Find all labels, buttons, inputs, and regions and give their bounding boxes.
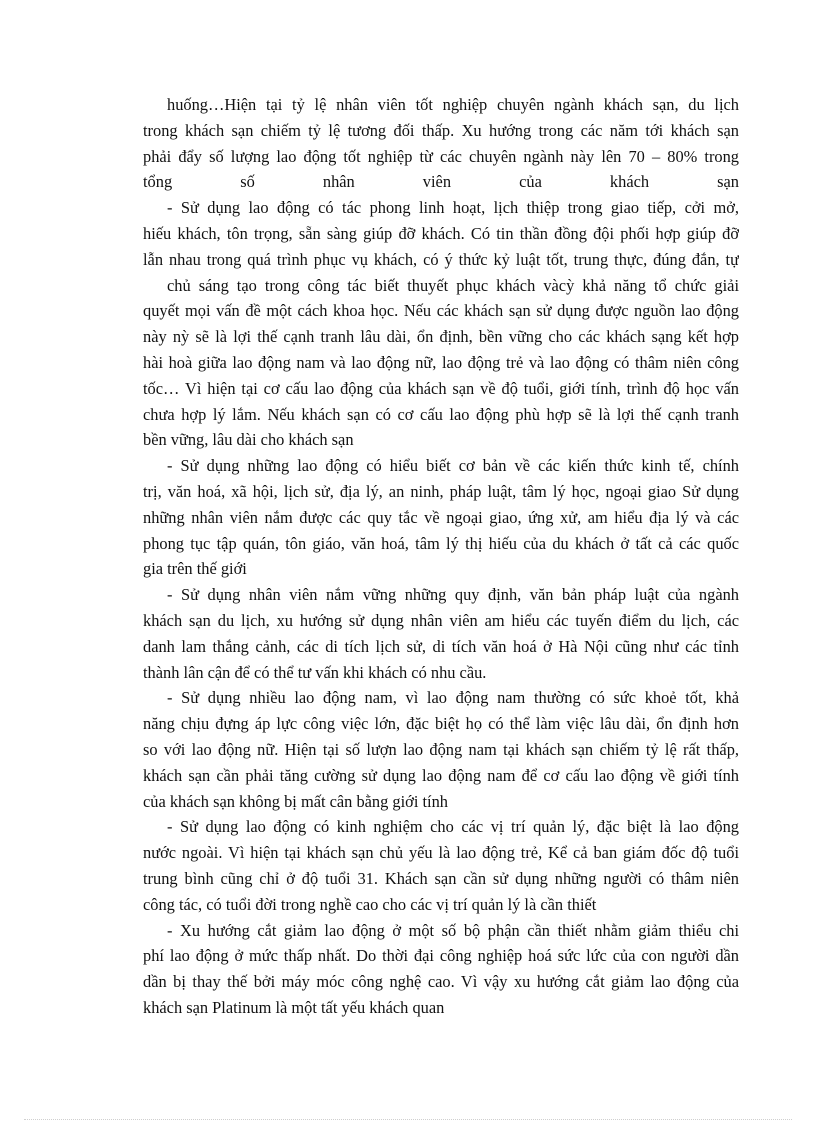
text-line: so với lao động nữ. Hiện tại số lượn lao động nam tại khách sạn chiếm tỷ lệ rất thấp,: [143, 739, 739, 759]
text-line: trung bình cũng chỉ ở độ tuổi 31. Khách sạn cần sử dụng những người có thâm niên: [143, 868, 739, 888]
text-line: của khách sạn không bị mất cân bằng giới tính: [143, 791, 448, 811]
text-line: lẫn nhau trong quá trình phục vụ khách, có ý thức kỷ luật tốt, trung thực, đúng đắn, tự: [143, 249, 739, 269]
text-line: quyết mọi vấn đề một cách khoa học. Nếu các khách sạn sử dụng được nguồn lao động: [143, 301, 739, 321]
text-line: phong tục tập quán, tôn giáo, văn hoá, tâm lý thị hiếu của du khách ở tất cả các quốc: [143, 533, 739, 553]
text-line: - Sử dụng lao động có tác phong linh hoạt, lịch thiệp trong giao tiếp, cởi mở,: [167, 198, 739, 218]
text-line: trị, văn hoá, xã hội, lịch sử, địa lý, an ninh, pháp luật, tâm lý học, ngoại giao Sử dụng: [143, 481, 739, 501]
page-bottom-divider: [24, 1119, 792, 1120]
text-line: hiếu khách, tôn trọng, sẵn sàng giúp đỡ khách. Có tin thần đồng đội phối hợp giúp đỡ: [143, 223, 739, 243]
text-line: - Sử dụng những lao động có hiểu biết cơ bản về các kiến thức kinh tế, chính: [167, 456, 739, 476]
text-line: tốc… Vì hiện tại cơ cấu lao động của khách sạn về độ tuổi, giới tính, trình độ học vấn: [143, 378, 739, 398]
text-line: phí lao động ở mức thấp nhất. Do thời đại công nghiệp hoá sức lức của con người dần: [143, 946, 739, 966]
text-line: - Sử dụng nhiều lao động nam, vì lao động nam thường có sức khoẻ tốt, khả: [167, 688, 739, 708]
text-line: tổng số nhân viên của khách sạn: [143, 172, 739, 192]
text-line: hài hoà giữa lao động nam và lao động nữ, lao động trẻ và lao động có thâm niên công: [143, 352, 739, 372]
text-line: thành lân cận để có thể tư vấn khi khách có nhu cầu.: [143, 662, 487, 682]
text-line: - Sử dụng lao động có kinh nghiệm cho các vị trí quản lý, đặc biệt là lao động: [167, 817, 739, 837]
text-line: chủ sáng tạo trong công tác biết thuyết phục khách vàcỳ khả năng tổ chức giải: [167, 275, 739, 295]
body-text: [143, 92, 739, 1021]
text-line: - Sử dụng nhân viên nắm vững những quy định, văn bản pháp luật của ngành: [167, 585, 739, 605]
text-line: huống…Hiện tại tỷ lệ nhân viên tốt nghiệp chuyên ngành khách sạn, du lịch: [167, 95, 739, 114]
text-line: - Xu hướng cắt giảm lao động ở một số bộ phận cần thiết nhằm giảm thiểu chi: [167, 920, 739, 940]
text-line: trong khách sạn chiếm tỷ lệ tương đối thấp. Xu hướng trong các năm tới khách sạn: [143, 120, 739, 140]
text-line: khách sạn du lịch, xu hướng sử dụng nhân viên am hiểu các tuyến điểm du lịch, các: [143, 610, 739, 630]
text-line: danh lam thắng cảnh, các di tích lịch sử, di tích văn hoá ở Hà Nội cũng như các tỉnh: [143, 636, 739, 656]
text-line: khách sạn Platinum là một tất yếu khách quan: [143, 997, 445, 1017]
text-line: những nhân viên nắm được các quy tắc về ngoại giao, ứng xử, am hiểu địa lý và các: [143, 507, 739, 527]
text-line: này nỳ sẽ là lợi thế cạnh tranh lâu dài, ổn định, bền vững cho các khách sạng kết hợp: [143, 327, 739, 347]
text-line: bền vững, lâu dài cho khách sạn: [143, 430, 354, 450]
text-line: nước ngoài. Vì hiện tại khách sạn chủ yếu là lao động trẻ, Kể cả ban giám đốc độ tuổi: [143, 843, 739, 863]
text-line: dần bị thay thế bởi máy móc công nghệ cao. Vì vậy xu hướng cắt giảm lao động của: [143, 972, 739, 992]
text-line: chưa hợp lý lắm. Nếu khách sạn có cơ cấu lao động phù hợp sẽ là lợi thế cạnh tranh: [143, 404, 739, 424]
text-line: công tác, có tuổi đời trong nghề cao cho các vị trí quản lý là cần thiết: [143, 894, 597, 914]
text-line: năng chịu đựng áp lực công việc lớn, đặc biệt họ có thể làm việc lâu dài, ổn định hơn: [143, 714, 739, 734]
text-line: khách sạn cần phải tăng cường sử dụng lao động nam để cơ cấu lao động về giới tính: [143, 765, 739, 785]
text-line: phải đẩy số lượng lao động tốt nghiệp từ các chuyên ngành này lên 70 – 80% trong: [143, 146, 739, 166]
text-line: gia trên thế giới: [143, 559, 247, 579]
